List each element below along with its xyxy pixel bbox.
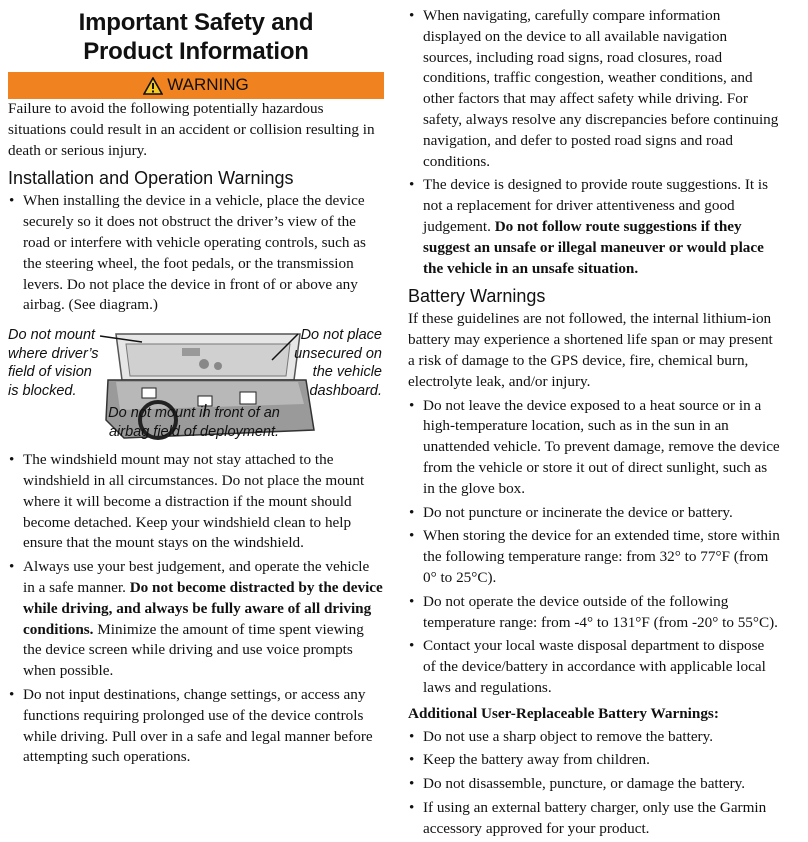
warning-triangle-icon — [143, 77, 163, 95]
list-item: • The windshield mount may not stay attached to the windshield in all circumstances. Do not place the mount where it will become a distraction if the mount should become detached. Keep your windshield clean to help ensure that the mount stays on the windshield. — [9, 451, 365, 552]
list-item: • When navigating, carefully compare information displayed on the device to all available navigation sources, including road signs, road closures, road conditions, traffic congestion, weather conditions, and other factors that may affect safety while driving. For safety, always resolve any discrepancies before continuing navigation, and defer to posted road signs and road conditions. — [409, 7, 779, 170]
list-item: • Do not puncture or incinerate the device or battery. — [408, 503, 780, 524]
list-item: • When installing the device in a vehicle, place the device securely so it does not obstruct the driver’s view of the road or interfere with vehicle operating controls, such as the steering wheel, the foot pedals, or the transmission levers. Do not place the device in front of or above any airbag. (See diagram.) — [9, 192, 366, 314]
caption-airbag: Do not mount in front of an airbag field of deployment. — [108, 405, 280, 440]
warning-label: WARNING — [167, 75, 249, 95]
additional-list — [408, 727, 780, 840]
bullet-icon: • — [409, 798, 415, 816]
list-item: • Contact your local waste disposal department to dispose of the device/battery in accordance with applicable local laws and regulations. — [409, 637, 766, 696]
bullet-icon: • — [409, 503, 415, 521]
additional-heading: Additional User-Replaceable Battery Warnings: — [408, 704, 719, 722]
list-item: • Do not disassemble, puncture, or damage the battery. — [408, 774, 780, 795]
list-item: • Always use your best judgement, and operate the vehicle in a safe manner. Do not become distracted by the device while driving, and always be fully aware of all driving conditions. Minimize the amount of time spent viewing the device screen while driving and use voice prompts when possible. — [9, 558, 383, 680]
battery-list — [408, 396, 780, 699]
bullet-icon: • — [9, 558, 15, 576]
bullet-icon: • — [409, 775, 415, 793]
page-title: Important Safety and Product Information — [78, 9, 314, 65]
caption-dashboard: Do not place unsecured on the vehicle dashboard. — [294, 327, 382, 399]
battery-intro: If these guidelines are not followed, the internal lithium-ion battery may experience a shortened life span or may present a risk of damage to the GPS device, fire, chemical burn, electrolyte leak, and/or injury. — [408, 310, 773, 390]
bullet-icon: • — [9, 451, 15, 469]
list-item: • When storing the device for an extended time, store within the following temperature range: from 32° to 77°F (from 0° to 25°C). — [409, 527, 780, 586]
list-item: • Do not use a sharp object to remove the battery. — [408, 727, 780, 748]
navigation-list — [408, 6, 780, 279]
bullet-icon: • — [409, 527, 415, 545]
operation-list — [8, 450, 384, 768]
warning-intro: Failure to avoid the following potentially hazardous situations could result in an accident or collision resulting in death or serious injury. — [8, 100, 375, 159]
dashboard-diagram — [8, 320, 384, 446]
left-column — [8, 0, 384, 771]
bullet-icon: • — [409, 751, 415, 769]
bullet-icon: • — [9, 192, 15, 210]
install-heading: Installation and Operation Warnings — [8, 168, 294, 189]
list-item: • The device is designed to provide route suggestions. It is not a replacement for driver attentiveness and good judgement. Do not follow route suggestions if they suggest an unsafe or illegal maneuver or would place the vehicle in an unsafe situation. — [409, 176, 769, 277]
list-item: • Do not operate the device outside of the following temperature range: from -4° to 131°F (from -20° to 55°C). — [409, 592, 778, 631]
warning-banner — [8, 72, 384, 99]
battery-heading: Battery Warnings — [408, 286, 546, 307]
install-list — [8, 191, 384, 316]
right-column — [408, 6, 780, 842]
bullet-icon: • — [409, 727, 415, 745]
caption-field-of-vision: Do not mount where driver’s field of vision is blocked. — [8, 327, 99, 399]
list-item: • Do not input destinations, change settings, or access any functions requiring prolonged use of the device controls while driving. Pull over in a safe and legal manner before attempting such operations. — [9, 685, 373, 766]
list-item: • Do not leave the device exposed to a heat source or in a high-temperature location, such as in the sun in an unattended vehicle. To prevent damage, remove the device from the vehicle or store it out of direct sunlight, such as in the glove box. — [409, 396, 780, 497]
bullet-icon: • — [409, 7, 415, 24]
bullet-icon: • — [9, 685, 15, 703]
bullet-icon: • — [409, 637, 415, 655]
bullet-icon: • — [409, 592, 415, 610]
bullet-icon: • — [409, 176, 415, 194]
bullet-icon: • — [409, 396, 415, 414]
list-item: • If using an external battery charger, only use the Garmin accessory approved for your product. — [409, 798, 767, 837]
list-item: • Keep the battery away from children. — [408, 750, 780, 771]
